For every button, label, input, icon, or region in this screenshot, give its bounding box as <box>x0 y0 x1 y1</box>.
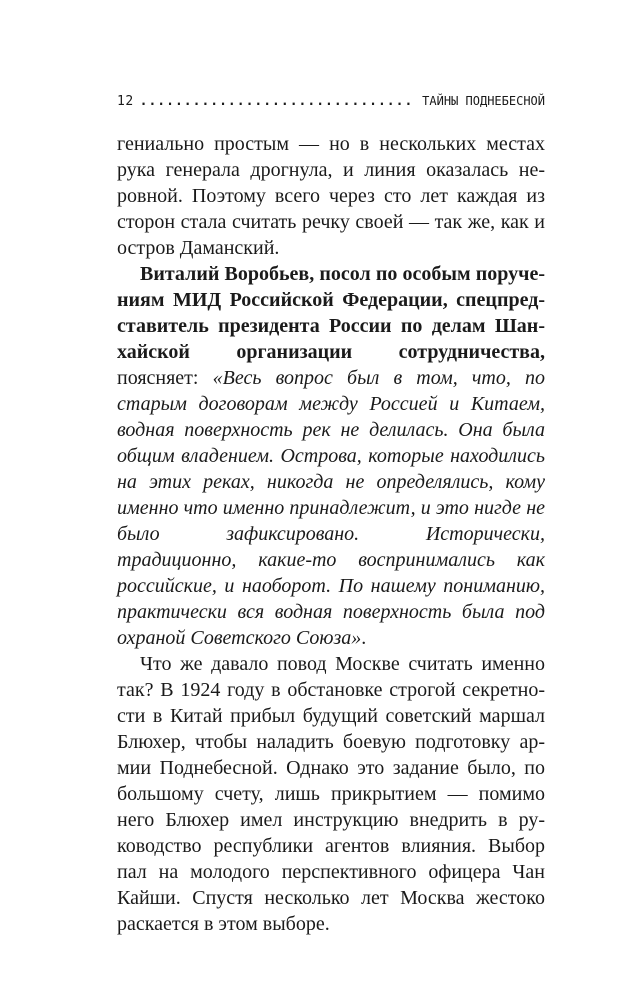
paragraph-1: гениально простым — но в нескольких местах рука генерала дрогнула, и линия оказалась неровной. Поэтому всего через сто лет каждая из сторон стала считать речку своей — так же, как и остров Даманский. <box>117 133 545 259</box>
paragraph-2 <box>117 261 545 651</box>
explains-verb: поясняет: <box>117 367 199 389</box>
dot-leader <box>140 93 417 111</box>
running-title: ТАЙНЫ ПОДНЕБЕСНОЙ <box>422 94 545 108</box>
page-number: 12 <box>117 94 134 109</box>
book-page <box>117 92 545 937</box>
quote-end-punct: . <box>361 627 367 649</box>
paragraph-3: Что же давало повод Москве считать именно так? В 1924 году в обстановке строгой секретности в Китай прибыл будущий советский маршал Блюхер, чтобы наладить боевую подготовку армии Поднебесной. Однако это задание было, по большому счету, лишь прикрытием — помимо него Блюхер имел инструкцию внедрить в руководство республики агентов влияния. Выбор пал на молодого перспективного офицера Чан Кайши. Спустя несколько лет Москва жестоко раскается в этом выборе. <box>117 653 545 935</box>
running-head <box>117 92 545 111</box>
quotation: «Весь вопрос был в том, что, по старым договорам между Россией и Китаем, водная поверхность рек не делилась. Она была общим владением. Острова, которые находились на этих реках, никогда не определялись, кому именно что именно принадлежит, и это нигде не было зафиксировано. Исторически, традиционно, какие-то воспринимались как российские, и наоборот. По нашему пониманию, практически вся водная поверхность была под охраной Советского Союза» <box>117 367 545 649</box>
speaker-attribution: Виталий Воробьев, посол по особым поручениям МИД Российской Федерации, спецпредставитель президента России по делам Шанхайской организации сотрудничества, <box>117 263 545 363</box>
body-text <box>117 131 545 937</box>
